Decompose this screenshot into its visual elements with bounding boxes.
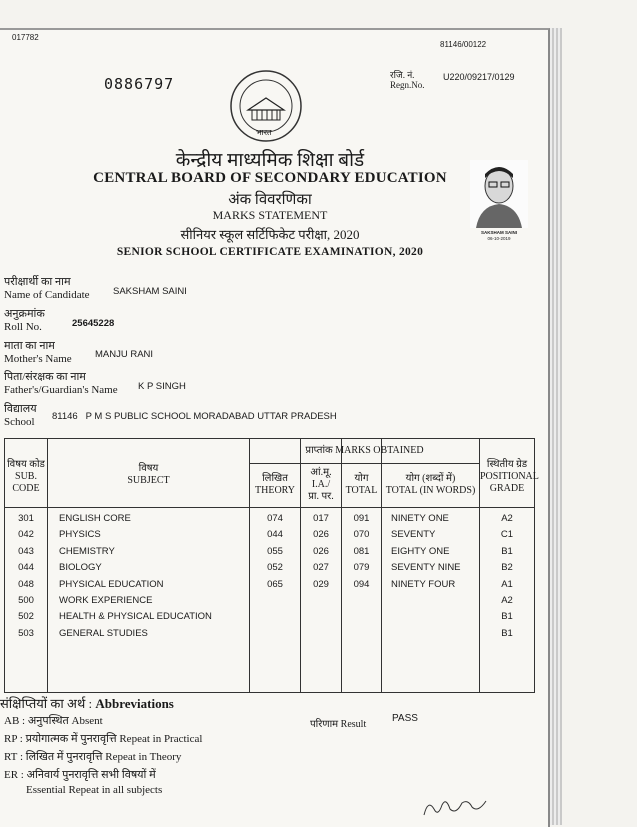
cell-subject: ENGLISH CORE	[59, 513, 131, 524]
mother-label-hi: माता का नाम	[4, 340, 55, 352]
cell-code: 500	[18, 595, 34, 606]
cell-total-words: SEVENTY NINE	[391, 562, 461, 574]
father-label: Father's/Guardian's Name	[4, 384, 118, 396]
col-header-code: विषय कोड SUB. CODE	[7, 459, 45, 494]
cell-grade: C1	[500, 529, 514, 541]
cell-total-words: NINETY ONE	[391, 513, 449, 524]
table-row	[5, 527, 534, 543]
cell-grade: A2	[501, 513, 513, 524]
cell-theory: 055	[267, 545, 283, 557]
abbr-essential-repeat-en: Essential Repeat in all subjects	[26, 784, 163, 796]
page-edge	[548, 28, 562, 825]
col-header-grade: स्थितीय ग्रेड POSITIONAL GRADE	[480, 459, 539, 494]
result-label: परिणाम Result	[310, 719, 367, 730]
col-header-total-words: योग (शब्दों में) TOTAL (IN WORDS)	[385, 473, 476, 496]
regn-label-hi: रजि. नं.	[390, 70, 415, 80]
cell-total: 079	[353, 562, 370, 574]
cell-total: 094	[353, 578, 370, 590]
mother-name: MANJU RANI	[95, 349, 154, 360]
photo-caption: SAKSHAM SAINI	[480, 230, 517, 235]
abbr-repeat-theory: RT : लिखित में पुनरावृत्ति Repeat in Theory	[4, 751, 182, 763]
cell-code: 503	[18, 627, 34, 639]
cell-grade: B1	[501, 545, 513, 557]
marks-table	[4, 438, 539, 693]
marks-obtained-header: प्राप्तांक MARKS OBTAINED	[305, 445, 424, 456]
school-name: 81146 P M S PUBLIC SCHOOL MORADABAD UTTAR PRADESH	[52, 411, 337, 422]
statement-title-hindi: अंक विवरणिका	[228, 192, 312, 208]
cell-theory: 065	[267, 578, 283, 590]
table-row	[5, 577, 534, 593]
cell-theory: 052	[267, 562, 283, 574]
cell-code: 043	[18, 545, 34, 557]
cell-grade: B1	[501, 611, 513, 623]
result-value: PASS	[392, 713, 418, 724]
col-header-total: योग TOTAL	[345, 473, 378, 496]
cell-ia: 029	[313, 578, 329, 590]
table-row	[5, 544, 534, 560]
cell-code: 301	[18, 513, 34, 524]
cell-total-words: SEVENTY	[391, 529, 436, 541]
cell-subject: HEALTH & PHYSICAL EDUCATION	[59, 611, 212, 623]
cell-total: 081	[353, 545, 370, 557]
table-row	[5, 593, 534, 609]
signature	[420, 795, 490, 820]
cell-total-words: NINETY FOUR	[391, 578, 456, 590]
school-label: School	[4, 416, 35, 428]
regn-label-en: Regn.No.	[390, 80, 425, 90]
table-row	[5, 511, 534, 527]
cell-subject: PHYSICS	[59, 529, 101, 541]
cell-code: 042	[18, 529, 34, 541]
cell-grade: B1	[501, 627, 513, 639]
candidate-name: SAKSHAM SAINI	[113, 286, 187, 297]
photo-date: 06-10-2019	[487, 236, 511, 241]
roll-number: 25645228	[72, 318, 115, 329]
cell-grade: A2	[501, 595, 513, 606]
cell-code: 502	[18, 611, 34, 623]
father-label-hi: पिता/संरक्षक का नाम	[4, 371, 86, 383]
col-header-subject: विषय SUBJECT	[127, 463, 170, 486]
cell-code: 048	[18, 578, 34, 590]
cell-theory: 044	[267, 529, 283, 541]
abbr-absent: AB : अनुपस्थित Absent	[4, 715, 103, 727]
cell-code: 044	[18, 562, 34, 574]
school-label-hi: विद्यालय	[4, 403, 37, 415]
cell-theory: 074	[267, 513, 283, 524]
roll-label-hi: अनुक्रमांक	[4, 308, 45, 320]
cell-subject: CHEMISTRY	[59, 545, 115, 557]
top-left-code: 017782	[12, 33, 39, 42]
cell-subject: WORK EXPERIENCE	[59, 595, 153, 606]
top-right-code: 81146/00122	[440, 40, 487, 49]
statement-title-english: MARKS STATEMENT	[212, 208, 328, 222]
table-row	[5, 560, 534, 576]
cell-ia: 026	[313, 545, 329, 557]
board-name-english: CENTRAL BOARD OF SECONDARY EDUCATION	[93, 170, 447, 186]
candidate-name-label: Name of Candidate	[4, 289, 90, 301]
cell-total: 070	[353, 529, 370, 541]
board-name-hindi: केन्द्रीय माध्यमिक शिक्षा बोर्ड	[175, 150, 365, 171]
abbr-repeat-practical: RP : प्रयोगात्मक में पुनरावृत्ति Repeat in Practical	[4, 733, 203, 745]
cell-subject: GENERAL STUDIES	[59, 627, 148, 639]
roll-label: Roll No.	[4, 321, 42, 333]
cell-ia: 026	[313, 529, 329, 541]
col-header-ia: आं.मू. I.A./ प्रा. पर.	[308, 467, 334, 502]
candidate-photo	[470, 160, 528, 228]
col-header-theory: लिखित THEORY	[255, 473, 295, 496]
cell-ia: 017	[313, 513, 329, 524]
mother-label: Mother's Name	[4, 353, 72, 365]
cell-ia: 027	[313, 562, 329, 574]
exam-title-english: SENIOR SCHOOL CERTIFICATE EXAMINATION, 2020	[116, 246, 424, 258]
serial-number: 0886797	[104, 75, 175, 93]
father-name: K P SINGH	[138, 381, 186, 392]
cell-total-words: EIGHTY ONE	[391, 545, 450, 557]
cell-total: 091	[353, 513, 370, 524]
candidate-name-label-hi: परीक्षार्थी का नाम	[4, 276, 71, 288]
cell-subject: BIOLOGY	[59, 562, 102, 574]
cell-grade: A1	[501, 578, 513, 590]
emblem-caption: भारत	[256, 128, 272, 137]
table-row	[5, 609, 534, 625]
exam-title-hindi: सीनियर स्कूल सर्टिफिकेट परीक्षा, 2020	[180, 227, 360, 242]
abbr-essential-repeat: ER : अनिवार्य पुनरावृत्ति सभी विषयों में	[4, 769, 156, 781]
regn-number: U220/09217/0129	[443, 72, 515, 82]
table-row	[5, 626, 534, 642]
abbreviations-title: संक्षिप्तियों का अर्थ : Abbreviations	[0, 696, 174, 711]
cell-subject: PHYSICAL EDUCATION	[59, 578, 164, 590]
cell-grade: B2	[501, 562, 513, 574]
